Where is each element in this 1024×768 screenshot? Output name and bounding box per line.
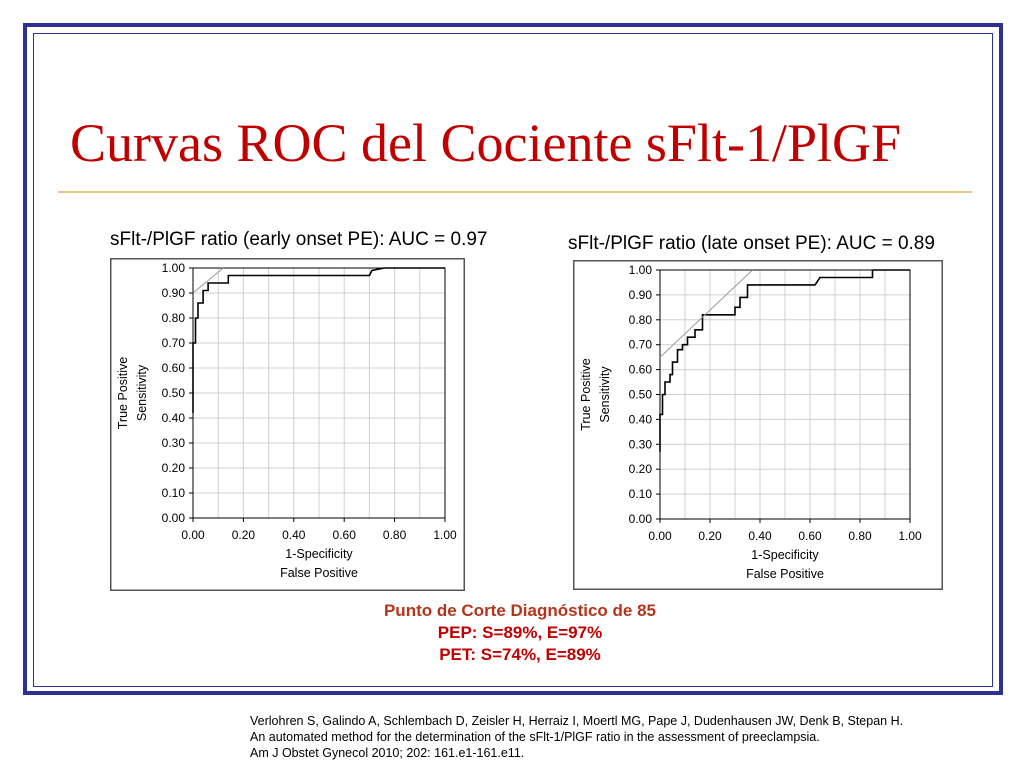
y-tick-label: 0.20 [161,461,185,475]
y-tick-label: 0.40 [161,411,185,425]
roc-chart-late-onset [573,260,943,590]
x-axis-label-secondary: False Positive [746,567,824,581]
x-tick-label: 0.60 [798,529,822,543]
y-tick-label: 0.80 [628,312,652,327]
x-axis-label: 1-Specificity [751,548,819,562]
reference-authors: Verlohren S, Galindo A, Schlembach D, Zeisler H, Herraiz I, Moertl MG, Pape J, Dudenhausen JW, Denk B, Stepan H. [250,714,904,728]
y-tick-label: 0.50 [628,387,652,402]
x-tick-label: 1.00 [898,529,922,543]
chart-title-early: sFlt-/PlGF ratio (early onset PE): AUC = 0.97 [110,229,488,250]
y-tick-label: 0.80 [161,311,185,325]
cutoff-summary [300,600,740,666]
y-tick-label: 0.10 [161,486,185,500]
x-tick-label: 0.80 [382,528,407,542]
y-tick-label: 0.30 [161,436,185,450]
y-tick-label: 0.60 [628,362,652,377]
y-axis-label: True Positive [116,356,130,430]
slide-title: Curvas ROC del Cociente sFlt-1/PlGF [70,113,902,173]
y-tick-label: 0.90 [161,286,185,300]
x-tick-label: 0.20 [698,529,722,543]
y-tick-label: 0.70 [628,337,652,352]
x-tick-label: 0.40 [748,529,772,543]
reference-journal: Am J Obstet Gynecol 2010; 202: 161.e1-161.e11. [250,746,525,760]
x-tick-label: 0.60 [332,528,356,542]
y-tick-label: 0.40 [628,412,652,427]
x-tick-label: 0.40 [282,528,306,542]
y-tick-label: 0.90 [628,287,652,302]
y-axis-label-secondary: Sensitivity [135,364,149,422]
y-tick-label: 0.60 [161,361,185,375]
y-tick-label: 0.10 [628,487,652,502]
x-tick-label: 0.20 [231,528,256,542]
cutoff-pet: PET: S=74%, E=89% [439,645,601,664]
x-tick-label: 1.00 [433,528,457,542]
y-axis-label-secondary: Sensitivity [598,366,612,423]
x-tick-label: 0.00 [181,528,205,542]
y-tick-label: 1.00 [628,263,652,277]
roc-chart-early-onset [110,258,465,591]
reference-citation [250,713,903,761]
reference-article-title: An automated method for the determination of the sFlt-1/PlGF ratio in the assessment of preeclampsia. [250,730,820,744]
title-underline [58,191,972,193]
y-tick-label: 0.20 [628,462,652,477]
y-tick-label: 0.30 [628,437,652,452]
y-tick-label: 1.00 [161,261,185,275]
cutoff-pep: PEP: S=89%, E=97% [437,623,603,642]
x-tick-label: 0.00 [648,529,672,543]
y-tick-label: 0.00 [161,511,185,525]
y-tick-label: 0.70 [161,336,185,350]
x-tick-label: 0.80 [848,529,872,543]
chart-title-late: sFlt-/PlGF ratio (late onset PE): AUC = 0.89 [568,233,935,254]
y-tick-label: 0.50 [161,386,185,400]
y-tick-label: 0.00 [628,512,652,526]
x-axis-label: 1-Specificity [285,547,353,561]
x-axis-label-secondary: False Positive [280,566,358,580]
y-axis-label: True Positive [579,358,593,431]
cutoff-title: Punto de Corte Diagnóstico de 85 [383,601,657,620]
